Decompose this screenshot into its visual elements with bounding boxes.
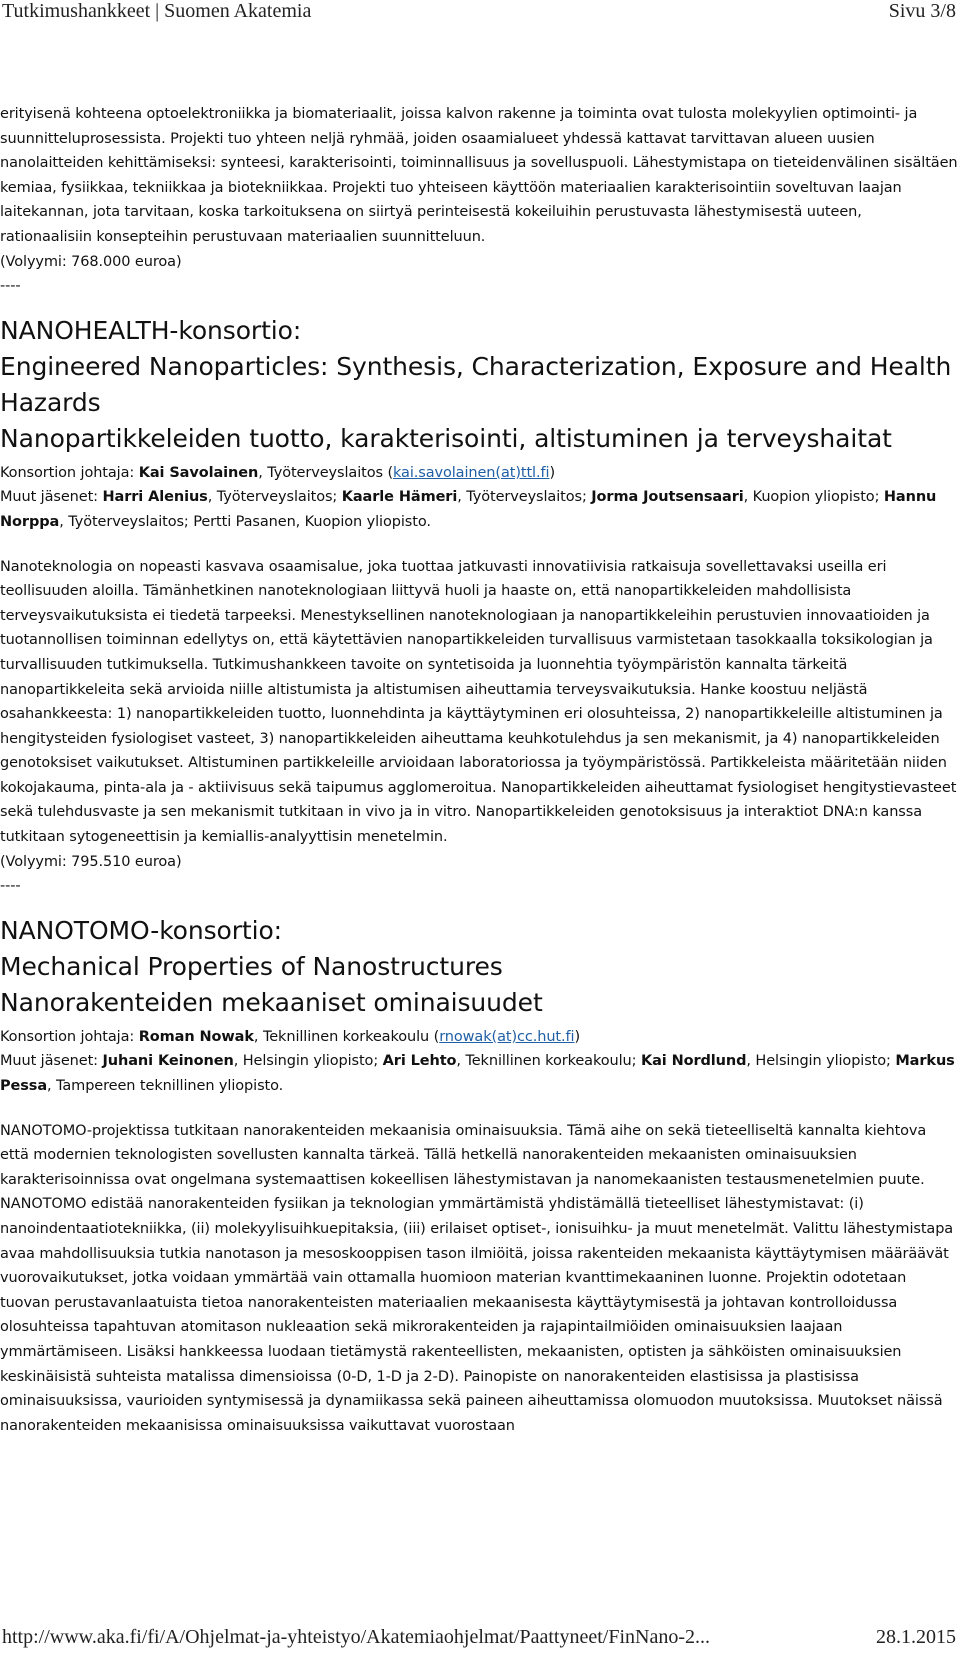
member-name: Harri Alenius xyxy=(102,489,208,506)
print-footer xyxy=(0,1626,960,1649)
nanohealth-volume: (Volyymi: 795.510 euroa) xyxy=(0,853,182,870)
nanohealth-leader-line xyxy=(0,461,958,486)
leader-name: Roman Nowak xyxy=(138,1028,254,1045)
member-org: , Kuopion yliopisto; xyxy=(743,489,880,506)
nanotomo-title-en: Mechanical Properties of Nanostructures xyxy=(0,951,503,981)
leader-name: Kai Savolainen xyxy=(138,464,259,481)
nanohealth-separator: ---- xyxy=(0,878,21,895)
member-name: Kaarle Hämeri xyxy=(341,489,458,506)
leader-close-paren: ) xyxy=(549,464,555,481)
nanotomo-title-fi: Nanorakenteiden mekaaniset ominaisuudet xyxy=(0,987,543,1017)
nanohealth-title-fi: Nanopartikkeleiden tuotto, karakterisointi, altistuminen ja terveyshaitat xyxy=(0,423,892,453)
member-org: , Työterveyslaitos; Pertti Pasanen, Kuopion yliopisto. xyxy=(59,513,431,530)
leader-email-link[interactable]: rnowak(at)cc.hut.fi xyxy=(439,1028,575,1045)
footer-date: 28.1.2015 xyxy=(876,1626,956,1648)
intro-section xyxy=(0,102,958,299)
print-header xyxy=(0,0,960,23)
member-name: Ari Lehto xyxy=(382,1053,457,1070)
footer-url: http://www.aka.fi/fi/A/Ohjelmat-ja-yhteistyo/Akatemiaohjelmat/Paattyneet/FinNano-2... xyxy=(2,1626,710,1648)
nanohealth-consortium-heading: NANOHEALTH-konsortio: xyxy=(0,315,302,345)
members-label: Muut jäsenet: xyxy=(0,1053,98,1070)
nanohealth-title-en: Engineered Nanoparticles: Synthesis, Characterization, Exposure and Health Hazards xyxy=(0,351,952,417)
nanohealth-paragraph: Nanoteknologia on nopeasti kasvava osaamisalue, joka tuottaa jatkuvasti innovatiivisia ratkaisuja sovellettavaksi useilla eri teollisuuden aloilla. Tämänhetkinen nanoteknologiaan liittyvä huoli ja haaste on, että nanopartikkeleiden mahdollisista terveysvaikutuksista ei tiedetä tarpeeksi. Menestyksellinen nanoteknologiaan ja nanopartikkeleihin perustuvien innovaatioiden ja tuotannollisen toiminnan edellytys on, että käytettävien nanopartikkeleiden turvallisuus varmistetaan tasokkaalla toksikologian ja turvallisuuden tutkimuksella. Tutkimushankkeen tavoite on syntetisoida ja luonnehtia työympäristön kannalta tärkeitä nanopartikkeleita sekä arvioida niille altistumista ja altistumisen aiheuttamia terveysvaikutuksia. Hanke koostuu neljästä osahankkeesta: 1) nanopartikkeleiden tuotto, luonnehdinta ja käyttäytyminen eri olosuhteissa, 2) nanopartikkeleille altistuminen ja hengitysteiden fysiologiset vasteet, 3) nanopartikkeleiden aiheuttama keuhkotulehdus ja sen mekanismit, ja 4) nanopartikkeleiden genotoksiset vaikutukset. Altistuminen partikkeleille arvioidaan laboratoriossa ja työympäristössä. Partikkeleista määritetään niiden kokojakauma, pinta-ala ja - aktiivisuus sekä taipumus agglomeroitua. Nanopartikkeleiden aiheuttamat fysiologiset hengitystievasteet sekä tulehdusvaste ja sen mekanismit tutkitaan in vivo ja in vitro. Nanopartikkeleiden genotoksisuus ja interaktiot DNA:n kanssa tutkitaan sytogeneettisin ja kemiallis-analyyttisin menetelmin. xyxy=(0,558,957,846)
nanotomo-paragraph: NANOTOMO-projektissa tutkitaan nanorakenteiden mekaanisia ominaisuuksia. Tämä aihe on sekä tieteelliseltä kannalta kiehtova että modernien teknologisten sovellusten kannalta tärkeä. Tällä hetkellä nanorakenteiden mekaanisten ominaisuuksien karakterisoinnissa ovat ongelmana systemaattisen kokeellisen lähestymistavan ja nanomekaanisten testausmenetelmien puute. NANOTOMO edistää nanorakenteiden fysiikan ja teknologian ymmärtämistä yhdistämällä tieteelliset lähestymistavat: (i) nanoindentaatiotekniikka, (ii) molekyylisuihkuepitaksia, (iii) erilaiset optiset-, ionisuihku- ja muut menetelmät. Valittu lähestymistapa avaa mahdollisuuksia tutkia nanotason ja mesoskooppisen tason ilmiöitä, joissa rakenteiden mekaanista käyttäytymisen määräävät vuorovaikutukset, jotka voidaan ymmärtää vain ottamalla huomioon materian kvanttimekaaninen luonne. Projektin odotetaan tuovan perustavanlaatuista tietoa nanorakenteisten materiaalien mekaanisesta käyttäytymisestä ja johtavan kontrolloidussa olosuhteissa tapahtuvan atomitason nukleaation sekä mikrorakenteiden ja rajapintailmiöiden ominaisuuksien laajaan ymmärtämiseen. Lisäksi hankkeessa luodaan tietämystä rakenteellisten, mekaanisten, optisten ja sähköisten ominaisuuksien keskinäisistä suhteista matalissa dimensioissa (0-D, 1-D ja 2-D). Painopiste on nanorakenteiden elastisissa ja plastisissa ominaisuuksissa, vaurioiden syntymisessä ja dynamiikassa sekä paineen aiheuttamissa olomuodon muutoksissa. Muutokset näissä nanorakenteiden mekaanisissa ominaisuuksissa vaikuttavat vuorostaan xyxy=(0,1122,954,1434)
leader-org: , Työterveyslaitos ( xyxy=(258,464,393,481)
member-org: , Tampereen teknillinen yliopisto. xyxy=(47,1078,284,1095)
leader-label: Konsortion johtaja: xyxy=(0,464,135,481)
leader-label: Konsortion johtaja: xyxy=(0,1028,135,1045)
member-name: Juhani Keinonen xyxy=(102,1053,234,1070)
member-name: Hannu Norppa xyxy=(0,489,937,530)
member-org: , Helsingin yliopisto; xyxy=(746,1053,891,1070)
nanotomo-section xyxy=(0,913,958,1439)
nanohealth-members-line xyxy=(0,485,958,534)
leader-org: , Teknillinen korkeakoulu ( xyxy=(253,1028,440,1045)
intro-volume: (Volyymi: 768.000 euroa) xyxy=(0,253,182,270)
member-name: Kai Nordlund xyxy=(640,1053,747,1070)
nanotomo-leader-line xyxy=(0,1025,958,1050)
header-page-number: Sivu 3/8 xyxy=(888,0,956,22)
intro-paragraph: erityisenä kohteena optoelektroniikka ja biomateriaalit, joissa kalvon rakenne ja toiminta ovat tulosta molekyylien optimointi- ja suunnitteluprosessista. Projekti tuo yhteen neljä ryhmää, joiden osaamialueet yhdessä kattavat tarvittavan alueen uusien nanolaitteiden kehittämiseksi: synteesi, karakterisointi, toiminnallisuus ja sovelluspuoli. Lähestymistapa on tieteidenvälinen sisältäen kemiaa, fysiikkaa, tekniikkaa ja biotekniikkaa. Projekti tuo yhteiseen käyttöön materiaalien karakterisointiin soveltuvan laajan laitekannan, jota tarvitaan, koska tarkoituksena on siirtyä perinteisestä kokeiluihin perustuvasta lähestymisestä uuteen, rationaalisiin konsepteihin perustuvaan materiaalien suunnitteluun. xyxy=(0,106,958,245)
header-site-title: Tutkimushankkeet | Suomen Akatemia xyxy=(2,0,312,22)
member-org: , Työterveyslaitos; xyxy=(207,489,338,506)
intro-separator: ---- xyxy=(0,278,21,295)
nanotomo-members-line xyxy=(0,1049,958,1098)
leader-close-paren: ) xyxy=(574,1028,581,1045)
member-org: , Työterveyslaitos; xyxy=(457,489,587,506)
nanotomo-consortium-heading: NANOTOMO-konsortio: xyxy=(0,915,282,945)
member-org: , Teknillinen korkeakoulu; xyxy=(456,1053,637,1070)
members-label: Muut jäsenet: xyxy=(0,489,98,506)
leader-email-link[interactable]: kai.savolainen(at)ttl.fi xyxy=(393,464,550,481)
member-name: Jorma Joutsensaari xyxy=(591,489,744,506)
document-content xyxy=(0,102,958,1438)
member-org: , Helsingin yliopisto; xyxy=(233,1053,379,1070)
member-name: Markus Pessa xyxy=(0,1053,955,1095)
nanohealth-section xyxy=(0,313,958,899)
